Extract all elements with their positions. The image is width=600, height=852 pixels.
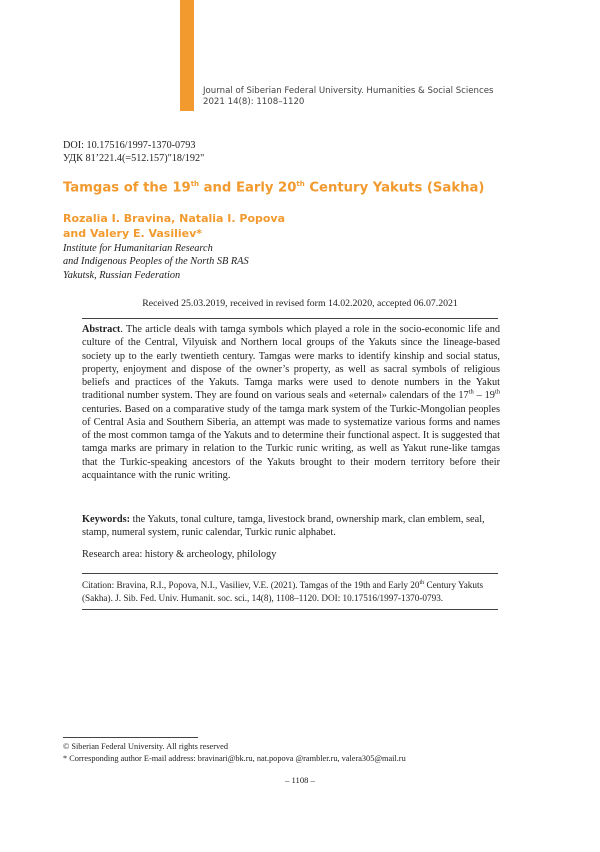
page-number: – 1108 – [285, 775, 315, 785]
research-area: Research area: history & archeology, philology [82, 549, 277, 560]
citation-top-rule [82, 573, 498, 574]
affiliation-line: Institute for Humanitarian Research [63, 243, 213, 254]
citation-sup: th [419, 579, 425, 586]
abstract-label: Abstract [82, 324, 121, 335]
doi: DOI: 10.17516/1997-1370-0793 [63, 140, 196, 151]
authors-line: and Valery E. Vasiliev* [63, 227, 203, 240]
abstract-top-rule [82, 318, 498, 319]
title-sup: th [190, 180, 200, 188]
udk: УДК 81’221.4(=512.157)"18/192" [63, 152, 205, 164]
abstract-text: . The article deals with tamga symbols which played a role in the socio-economic life and culture of the Central, Vilyuisk and Northern local groups of the Yakuts since the lineage-based society up to the early twentieth century. Tamgas were marks to identify kinship and social status, property, enjoyment and dispose of the owner’s property, as well as sacral symbols of religious beliefs and practices of the Yakuts. Tamga marks were used to denote numbers in the Yakut traditional number system. They are found on various seals and «eternal» calendars of the 17 [82, 324, 500, 402]
title-sup: th [296, 180, 305, 188]
header-accent-bar [180, 0, 194, 111]
title-part: Tamgas of the 19 [63, 180, 191, 196]
journal-header [203, 86, 494, 108]
affiliation-line: and Indigenous Peoples of the North SB RAS [63, 256, 249, 268]
citation [82, 579, 500, 604]
abstract [82, 323, 500, 482]
journal-volume: 2021 14(8): 1108–1120 [203, 97, 305, 107]
title-part: Century Yakuts (Sakha) [304, 180, 485, 196]
abstract-sup: th [494, 388, 500, 396]
citation-bottom-rule [82, 609, 498, 610]
title-part: and Early 20 [199, 180, 297, 196]
abstract-text: centuries. Based on a comparative study of the tamga mark system of the Turkic-Mongolian peoples of Central Asia and Southern Siberia, an attempt was made to systematize various forms and names of the most common tamga of the Yakuts and to determine their functional aspect. It is suggested that tamga marks are primary in relation to the Turkic runic writing, as well as Yakut rune-like tamgas that the Turkic-speaking ancestors of the Yakuts brought to their modern territory before their acquaintance with the runic writing. [82, 403, 500, 481]
authors-line: Rozalia I. Bravina, Natalia I. Popova [63, 212, 286, 225]
received-dates: Received 25.03.2019, received in revised form 14.02.2020, accepted 06.07.2021 [142, 298, 458, 309]
article-identifiers [63, 140, 204, 165]
keywords-text: the Yakuts, tonal culture, tamga, livestock brand, ownership mark, clan emblem, seal, stamp, numeral system, runic calendar, Turkic runic alphabet. [82, 514, 485, 539]
copyright-note: © Siberian Federal University. All rights reserved [63, 742, 228, 751]
citation-text: Citation: Bravina, R.I., Popova, N.I., Vasiliev, V.E. (2021). Tamgas of the 19th and Early 20 [82, 580, 420, 590]
abstract-sup: th [468, 388, 474, 396]
affiliation-line: Yakutsk, Russian Federation [63, 269, 181, 281]
corresponding-author-note: * Corresponding author E-mail address: bravinari@bk.ru, nat.popova @rambler.ru, valera305@mail.ru [63, 754, 406, 763]
journal-title: Journal of Siberian Federal University. Humanities & Social Sciences [203, 86, 494, 96]
authors [63, 211, 285, 241]
affiliation [63, 242, 249, 282]
citation-text: Century Yakuts (Sakha). J. Sib. Fed. Univ. Humanit. soc. sci., 14(8), 1108–1120. DOI: 10.17516/1997-1370-0793. [82, 580, 484, 603]
keywords-label: Keywords: [82, 514, 131, 525]
footnote-rule [63, 737, 198, 738]
abstract-text: – 19 [473, 390, 495, 402]
keywords [82, 513, 500, 540]
article-title [63, 180, 484, 195]
